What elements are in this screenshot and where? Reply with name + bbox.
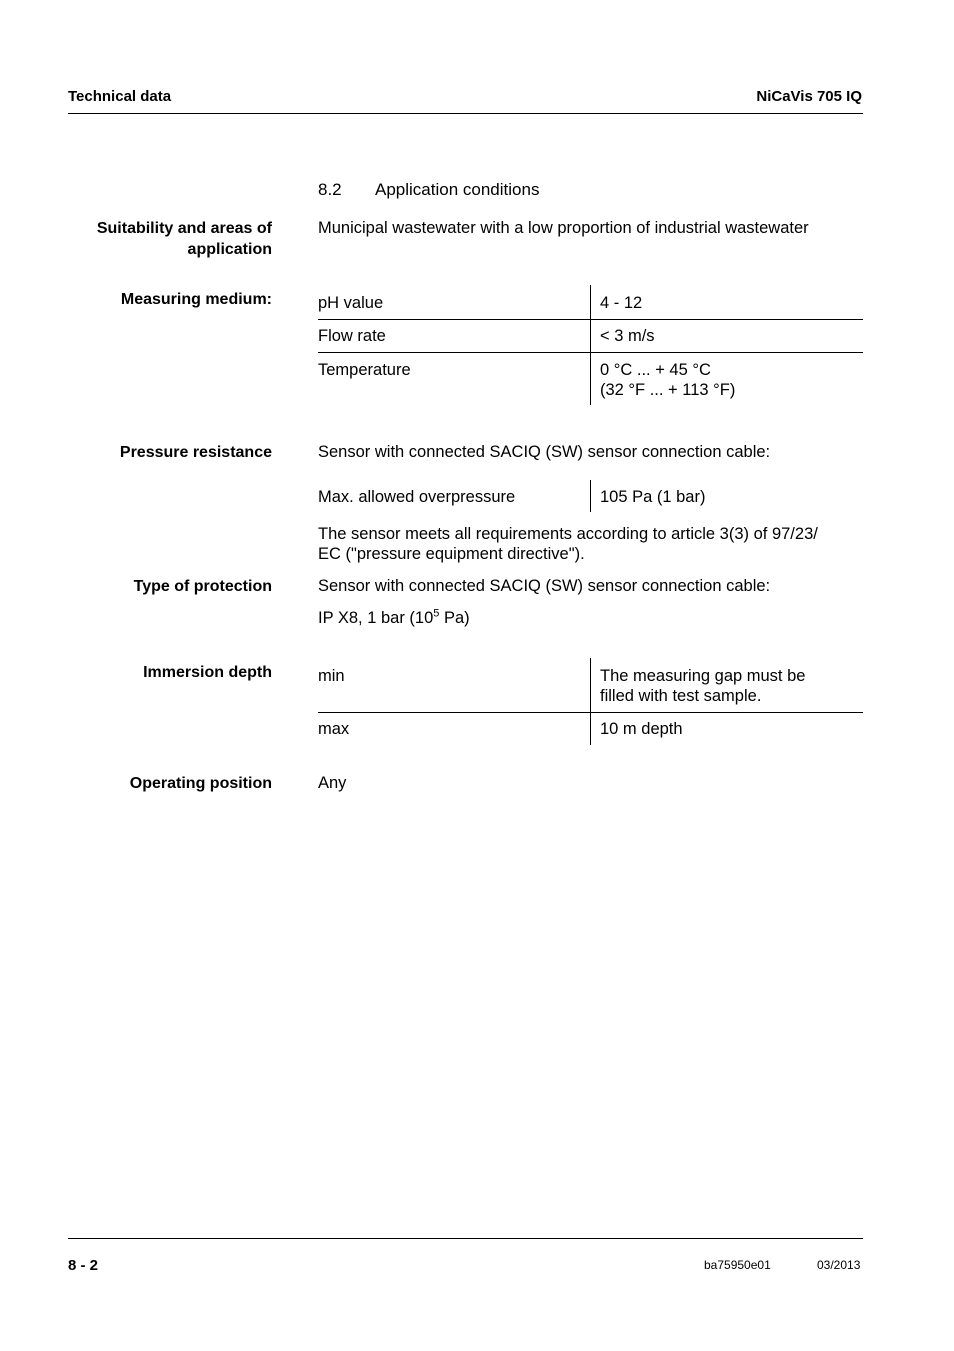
table-cell-name: Max. allowed overpressure <box>318 488 516 506</box>
header-rule <box>68 113 863 114</box>
table-cell-name: max <box>318 720 350 738</box>
protection-rating-prefix: IP X8, 1 bar (10 <box>318 609 434 627</box>
table-row <box>318 658 863 713</box>
operating-position-label: Operating position <box>129 775 272 792</box>
table-cell-name: Temperature <box>318 361 411 379</box>
table-row <box>318 713 863 746</box>
table-cell-name: pH value <box>318 285 591 320</box>
table-row <box>318 320 863 353</box>
pressure-resistance-label: Pressure resistance <box>119 444 272 461</box>
section-number: 8.2 <box>318 180 342 199</box>
measuring-medium-label: Measuring medium: <box>120 291 272 308</box>
table-cell-value: < 3 m/s <box>591 320 864 353</box>
table-cell-value <box>591 658 864 713</box>
table-cell-value <box>591 353 864 406</box>
protection-rating-suffix: Pa) <box>439 609 470 627</box>
protection-rating <box>318 608 863 628</box>
protection-intro: Sensor with connected SACIQ (SW) sensor connection cable: <box>318 577 771 595</box>
table-cell-value: 4 - 12 <box>591 285 864 320</box>
immersion-min-line1: The measuring gap must be <box>600 667 806 685</box>
table-cell-value: 10 m depth <box>591 713 864 746</box>
footer-rule <box>68 1238 863 1239</box>
table-cell-name: Flow rate <box>318 320 591 353</box>
suitability-label-line1: Suitability and areas of <box>96 220 272 237</box>
temperature-fahrenheit: (32 °F ... + 113 °F) <box>600 381 736 399</box>
suitability-label <box>42 218 272 260</box>
immersion-depth-table <box>318 658 863 745</box>
measuring-medium-table <box>318 285 863 405</box>
section-heading <box>318 180 539 200</box>
operating-position-text: Any <box>318 774 347 792</box>
temperature-celsius: 0 °C ... + 45 °C <box>600 361 711 379</box>
document-date: 03/2013 <box>817 1258 861 1272</box>
immersion-depth-label: Immersion depth <box>143 664 272 681</box>
table-cell-value: 105 Pa (1 bar) <box>591 480 864 512</box>
protection-label: Type of protection <box>133 578 272 595</box>
section-title: Application conditions <box>375 180 540 199</box>
pressure-note <box>318 524 863 564</box>
protection-rating-exponent: 5 <box>433 607 440 620</box>
header-product-name: NiCaVis 705 IQ <box>756 88 862 105</box>
table-row <box>318 353 863 406</box>
immersion-min-line2: filled with test sample. <box>600 687 762 705</box>
suitability-label-line2: application <box>187 241 272 258</box>
document-id: ba75950e01 <box>704 1258 771 1272</box>
table-cell-name: min <box>318 658 591 713</box>
pressure-note-line2: EC ("pressure equipment directive"). <box>318 545 585 563</box>
pressure-note-line1: The sensor meets all requirements according to article 3(3) of 97/23/ <box>318 525 818 543</box>
pressure-intro: Sensor with connected SACIQ (SW) sensor connection cable: <box>318 443 771 461</box>
table-row <box>318 285 863 320</box>
pressure-table <box>318 480 863 512</box>
suitability-text: Municipal wastewater with a low proportion of industrial wastewater <box>318 219 809 237</box>
table-row <box>318 480 863 512</box>
page-number: 8 - 2 <box>68 1257 99 1274</box>
header-chapter-title: Technical data <box>68 88 172 105</box>
